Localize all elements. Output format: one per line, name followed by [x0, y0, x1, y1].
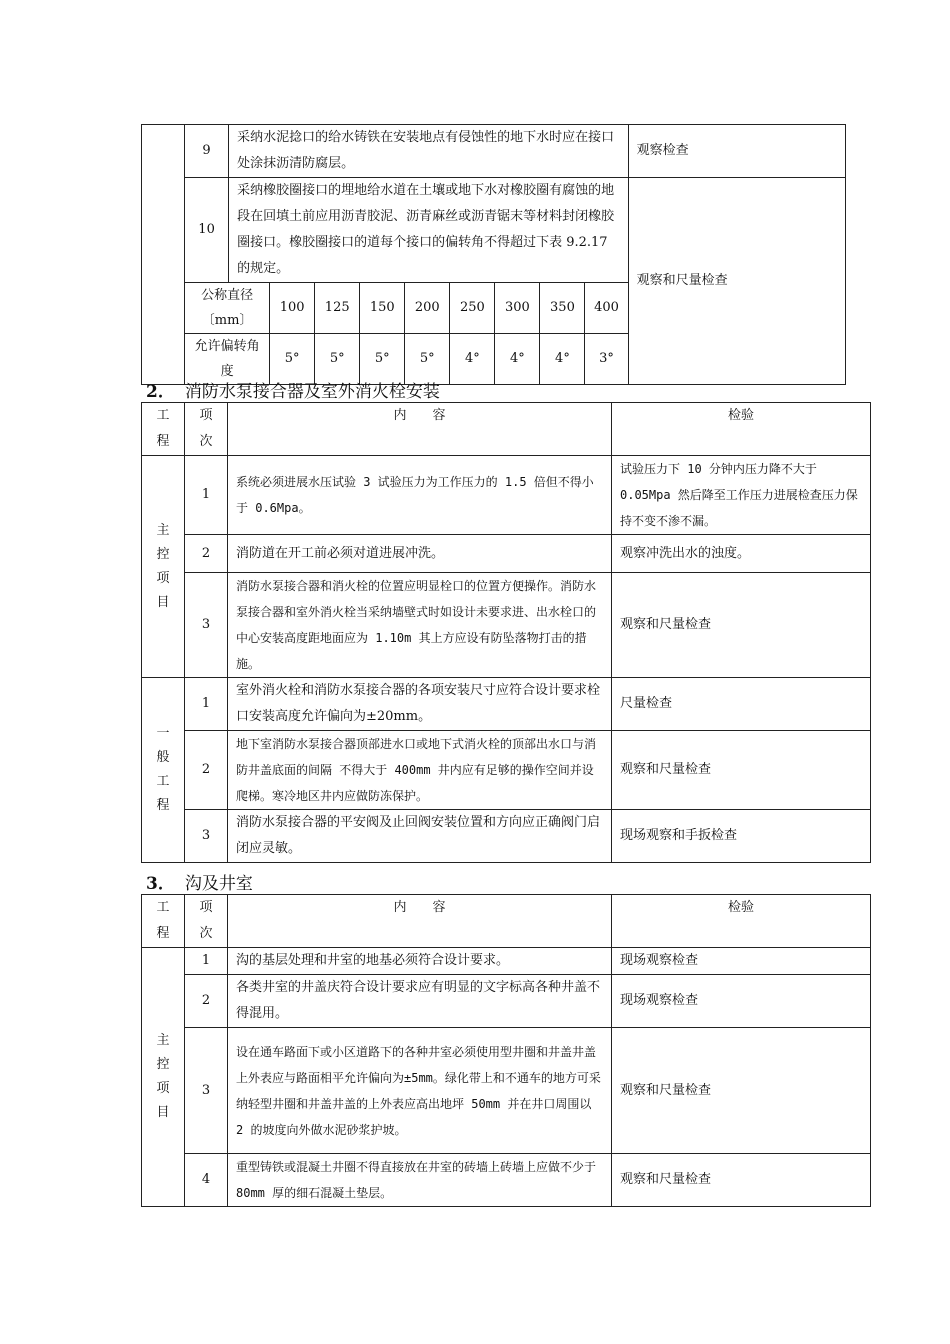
section-2-heading: [146, 377, 440, 402]
section-title: 消防水泵接合器及室外消火栓安装: [184, 382, 440, 402]
group-main-control: 主控项目: [142, 456, 185, 678]
item-number: 3: [185, 810, 228, 863]
item-inspection: 现场观察检查: [612, 948, 871, 975]
item-inspection: 观察和尺量检查: [612, 1028, 871, 1154]
diameter-header: 公称直径〔mm〕: [185, 283, 270, 334]
header-project: 工程: [142, 895, 185, 948]
item-number: 2: [185, 731, 228, 810]
item-number: 1: [185, 678, 228, 731]
item-number: 3: [185, 573, 228, 678]
header-inspection: 检验: [612, 403, 871, 456]
section-number: 3．: [146, 874, 175, 894]
section-number: 2．: [146, 382, 175, 402]
angle-value: 4°: [495, 334, 540, 385]
item-inspection: 观察和尺量检查: [628, 178, 845, 385]
group-main-control: 主控项目: [142, 948, 185, 1207]
diameter-value: 125: [315, 283, 360, 334]
item-content: 消防水泵接合器和消火栓的位置应明显栓口的位置方便操作。消防水泵接合器和室外消火栓当采纳墙壁式时如设计未要求进、出水栓口的中心安装高度距地面应为 1.10m 其上方应设有防坠落物打击的措施。: [228, 573, 612, 678]
item-number: 1: [185, 456, 228, 535]
item-content: 系统必须进展水压试验 3 试验压力为工作压力的 1.5 倍但不得小于 0.6Mpa。: [228, 456, 612, 535]
diameter-value: 300: [495, 283, 540, 334]
item-number: 2: [185, 535, 228, 573]
angle-value: 5°: [315, 334, 360, 385]
item-content: 消防水泵接合器的平安阀及止回阀安装位置和方向应正确阀门启闭应灵敏。: [228, 810, 612, 863]
item-inspection: 现场观察检查: [612, 975, 871, 1028]
item-inspection: 试验压力下 10 分钟内压力降不大于 0.05Mpa 然后降至工作压力进展检查压力保持不变不渗不漏。: [612, 456, 871, 535]
item-inspection: 观察和尺量检查: [612, 573, 871, 678]
diameter-value: 150: [360, 283, 405, 334]
item-content: 地下室消防水泵接合器顶部进水口或地下式消火栓的顶部出水口与消防井盖底面的间隔 不得大于 400mm 井内应有足够的操作空间并设爬梯。寒冷地区井内应做防冻保护。: [228, 731, 612, 810]
table-drainage-items: [141, 124, 846, 385]
item-number: 2: [185, 975, 228, 1028]
item-content: 采纳橡胶圈接口的埋地给水道在土壤或地下水对橡胶圈有腐蚀的地段在回填土前应用沥青胶泥、沥青麻丝或沥青锯末等材料封闭橡胶圈接口。橡胶圈接口的道每个接口的偏转角不得超过下表 9.2.17 的规定。: [229, 178, 629, 283]
angle-value: 3°: [585, 334, 628, 385]
table-fire-hydrant: [141, 402, 871, 863]
diameter-value: 250: [450, 283, 495, 334]
item-inspection: 观察冲洗出水的浊度。: [612, 535, 871, 573]
item-inspection: 观察和尺量检查: [612, 731, 871, 810]
header-row: [142, 895, 871, 948]
item-inspection: 现场观察和手扳检查: [612, 810, 871, 863]
header-content: 内 容: [228, 895, 612, 948]
item-content: 消防道在开工前必须对道进展冲洗。: [228, 535, 612, 573]
section-3-heading: [146, 869, 253, 894]
item-number: 10: [185, 178, 229, 283]
header-inspection: 检验: [612, 895, 871, 948]
header-row: [142, 403, 871, 456]
diameter-value: 200: [405, 283, 450, 334]
diameter-value: 100: [270, 283, 315, 334]
diameter-value: 400: [585, 283, 628, 334]
item-content: 室外消火栓和消防水泵接合器的各项安装尺寸应符合设计要求栓口安装高度允许偏向为±20mm。: [228, 678, 612, 731]
item-inspection: 观察和尺量检查: [612, 1154, 871, 1207]
table-trench-well: [141, 894, 871, 1207]
item-content: 采纳水泥捻口的给水铸铁在安装地点有侵蚀性的地下水时应在接口处涂抹沥清防腐层。: [229, 125, 629, 178]
item-number: 3: [185, 1028, 228, 1154]
diameter-value: 350: [540, 283, 585, 334]
project-cell-empty: [142, 125, 185, 385]
header-item: 项次: [185, 403, 228, 456]
group-general: 一般工程: [142, 678, 185, 863]
item-number: 4: [185, 1154, 228, 1207]
header-item: 项次: [185, 895, 228, 948]
angle-value: 5°: [270, 334, 315, 385]
angle-value: 5°: [405, 334, 450, 385]
item-content: 重型铸铁或混凝土井圈不得直接放在井室的砖墙上砖墙上应做不少于 80mm 厚的细石混凝土垫层。: [228, 1154, 612, 1207]
item-content: 沟的基层处理和井室的地基必须符合设计要求。: [228, 948, 612, 975]
item-content: 设在通车路面下或小区道路下的各种井室必须使用型井圈和井盖井盖上外表应与路面相平允许偏向为±5mm。绿化带上和不通车的地方可采纳轻型井圈和井盖井盖的上外表应高出地坪 50mm 并在井口周围以 2 的坡度向外做水泥砂浆护坡。: [228, 1028, 612, 1154]
item-inspection: 观察检查: [628, 125, 845, 178]
section-title: 沟及井室: [184, 874, 253, 894]
header-content: 内 容: [228, 403, 612, 456]
angle-header: 允许偏转角度: [185, 334, 270, 385]
angle-value: 4°: [450, 334, 495, 385]
item-number: 9: [185, 125, 229, 178]
header-project: 工程: [142, 403, 185, 456]
angle-value: 5°: [360, 334, 405, 385]
item-number: 1: [185, 948, 228, 975]
item-inspection: 尺量检查: [612, 678, 871, 731]
item-content: 各类井室的井盖庆符合设计要求应有明显的文字标高各种井盖不得混用。: [228, 975, 612, 1028]
angle-value: 4°: [540, 334, 585, 385]
